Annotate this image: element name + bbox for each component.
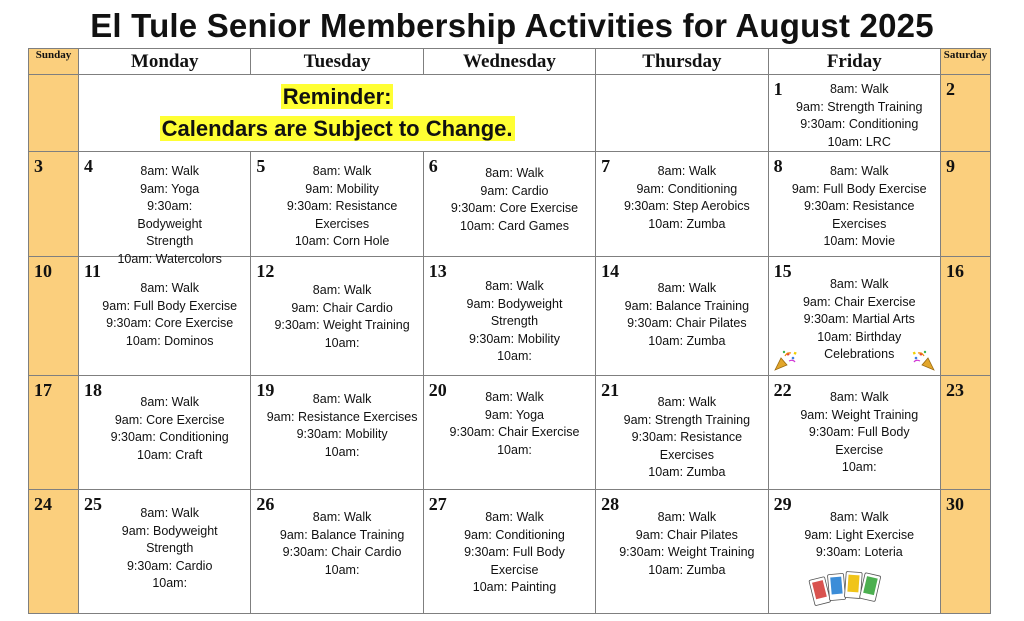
reminder-text: Calendars are Subject to Change. bbox=[161, 116, 513, 141]
activity-list bbox=[93, 505, 246, 593]
day-cell-17 bbox=[29, 376, 79, 490]
day-cell-3 bbox=[29, 152, 79, 257]
day-cell-28 bbox=[596, 490, 768, 614]
activity-item: 9am: Full Body Exercise bbox=[102, 298, 238, 313]
activity-item: 9am: Light Exercise bbox=[804, 527, 915, 542]
activity-list bbox=[438, 509, 591, 597]
activity-item: 8am: Walk bbox=[829, 82, 889, 96]
day-number: 12 bbox=[256, 261, 275, 281]
day-cell-16 bbox=[940, 257, 990, 376]
day-number: 10 bbox=[34, 261, 52, 281]
day-number: 13 bbox=[428, 261, 447, 281]
activity-item: 10am: Corn Hole bbox=[294, 234, 390, 248]
activity-item: 9am: Balance Training bbox=[279, 527, 405, 542]
reminder-banner bbox=[79, 81, 595, 145]
activity-item: 9am: Chair Pilates bbox=[635, 527, 738, 542]
activity-list bbox=[783, 81, 936, 151]
day-number: 1 bbox=[773, 79, 783, 99]
activity-list bbox=[610, 163, 763, 233]
day-cell-empty bbox=[29, 75, 79, 152]
activity-item: 9:30am: Weight Training bbox=[619, 545, 755, 559]
activity-list bbox=[438, 165, 591, 235]
day-cell-14 bbox=[596, 257, 768, 376]
activity-item: 9am: Strength Training bbox=[796, 99, 923, 114]
activity-item: 8am: Walk bbox=[312, 510, 372, 524]
activity-item: 10am: Zumba bbox=[648, 465, 726, 479]
header-thursday: Thursday bbox=[596, 49, 768, 75]
activity-item: 8am: Walk bbox=[140, 506, 199, 520]
activity-list bbox=[610, 280, 763, 350]
day-cell-10 bbox=[29, 257, 79, 376]
activity-item: 10am: Painting bbox=[472, 580, 557, 594]
day-cell-5 bbox=[251, 152, 423, 257]
day-number: 19 bbox=[256, 380, 275, 400]
activity-item: 10am: bbox=[324, 335, 360, 350]
day-cell-13 bbox=[423, 257, 595, 376]
day-number: 2 bbox=[945, 79, 955, 99]
activity-item: 9:30am: Martial Arts bbox=[803, 312, 915, 326]
day-cell-1 bbox=[768, 75, 940, 152]
day-number: 11 bbox=[84, 261, 102, 281]
activity-list bbox=[265, 163, 418, 251]
activity-item: 8am: Walk bbox=[829, 277, 889, 291]
day-number: 5 bbox=[256, 156, 266, 176]
activity-item: 10am: bbox=[497, 442, 532, 457]
activity-item: 9am: Chair Cardio bbox=[291, 300, 393, 315]
day-number: 16 bbox=[945, 261, 964, 281]
activity-item: 8am: Walk bbox=[829, 510, 889, 524]
activity-list bbox=[783, 389, 936, 477]
day-cell-19 bbox=[251, 376, 423, 490]
activity-item: 9:30am: Resistance Exercises bbox=[631, 430, 743, 462]
day-number: 3 bbox=[34, 156, 43, 176]
activity-item: 9am: Bodyweight Strength bbox=[466, 296, 563, 328]
activity-item: 9am: Conditioning bbox=[636, 181, 738, 196]
week-row-2 bbox=[29, 152, 991, 257]
activity-item: 8am: Walk bbox=[829, 164, 889, 178]
activity-item: 9am: Weight Training bbox=[800, 407, 919, 422]
party-popper-icon bbox=[910, 349, 936, 371]
activity-list bbox=[610, 509, 763, 579]
day-cell-18 bbox=[79, 376, 251, 490]
day-cell-23 bbox=[940, 376, 990, 490]
activity-item: 9am: Mobility bbox=[305, 181, 379, 196]
activity-item: 9:30am: Chair Pilates bbox=[627, 316, 747, 330]
header-monday: Monday bbox=[79, 49, 251, 75]
activity-list bbox=[438, 278, 591, 366]
header-saturday: Saturday bbox=[940, 49, 990, 75]
activity-list bbox=[265, 391, 418, 461]
day-cell-30 bbox=[940, 490, 990, 614]
activity-item: 8am: Walk bbox=[312, 164, 372, 178]
activity-item: 9am: Strength Training bbox=[623, 412, 751, 427]
day-number: 22 bbox=[773, 380, 792, 400]
activity-item: 9:30am: Chair Cardio bbox=[282, 545, 402, 559]
activity-list bbox=[93, 394, 246, 464]
day-number: 8 bbox=[773, 156, 783, 176]
activity-item: 9am: Conditioning bbox=[464, 527, 565, 542]
reminder-heading: Reminder: bbox=[282, 84, 392, 109]
activity-list bbox=[265, 282, 418, 352]
activity-list bbox=[783, 509, 936, 562]
activity-item: 8am: Walk bbox=[140, 164, 199, 178]
activity-item: 8am: Walk bbox=[829, 390, 889, 404]
activity-item: 9:30am: Core Exercise bbox=[450, 201, 579, 215]
party-popper-icon bbox=[773, 349, 799, 371]
activity-item: 9:30am: Cardio bbox=[126, 558, 213, 573]
activity-item: 8am: Walk bbox=[312, 392, 372, 406]
activity-item: 9:30am: Bodyweight Strength bbox=[137, 199, 202, 248]
activity-item: 10am: bbox=[324, 562, 360, 577]
day-cell-29 bbox=[768, 490, 940, 614]
activity-item: 8am: Walk bbox=[657, 395, 717, 409]
activity-item: 10am: LRC bbox=[827, 134, 891, 149]
calendar-grid bbox=[28, 48, 991, 614]
activity-item: 10am: Craft bbox=[137, 447, 203, 462]
activity-item: 8am: Walk bbox=[140, 281, 199, 295]
day-cell-15 bbox=[768, 257, 940, 376]
activity-item: 8am: Walk bbox=[657, 510, 717, 524]
activity-item: 8am: Walk bbox=[657, 164, 717, 178]
activity-list bbox=[438, 389, 591, 459]
day-cell-2 bbox=[940, 75, 990, 152]
day-number: 20 bbox=[428, 380, 447, 400]
day-cell-24 bbox=[29, 490, 79, 614]
activity-item: 8am: Walk bbox=[485, 279, 544, 293]
loteria-cards-icon bbox=[809, 566, 885, 610]
activity-item: 10am: Zumba bbox=[648, 333, 726, 348]
header-sunday: Sunday bbox=[29, 49, 79, 75]
day-number: 25 bbox=[84, 494, 102, 514]
day-number: 27 bbox=[428, 494, 447, 514]
day-cell-22 bbox=[768, 376, 940, 490]
week-row-3 bbox=[29, 257, 991, 376]
day-cell-11 bbox=[79, 257, 251, 376]
activity-item: 8am: Walk bbox=[312, 283, 372, 297]
day-number: 7 bbox=[601, 156, 611, 176]
day-number: 24 bbox=[34, 494, 52, 514]
activity-item: 8am: Walk bbox=[485, 390, 544, 404]
activity-list bbox=[610, 394, 763, 482]
week-row-4 bbox=[29, 376, 991, 490]
activity-list bbox=[265, 509, 418, 579]
day-number: 28 bbox=[601, 494, 620, 514]
day-cell-21 bbox=[596, 376, 768, 490]
day-number: 17 bbox=[34, 380, 52, 400]
activity-item: 9:30am: Resistance Exercises bbox=[804, 199, 915, 231]
day-number: 21 bbox=[601, 380, 620, 400]
day-number: 14 bbox=[601, 261, 620, 281]
day-number: 26 bbox=[256, 494, 275, 514]
activity-item: 9:30am: Loteria bbox=[815, 545, 903, 559]
activity-item: 9am: Bodyweight Strength bbox=[121, 523, 218, 555]
day-number: 9 bbox=[945, 156, 955, 176]
activity-item: 9:30am: Full Body Exercise bbox=[464, 545, 565, 577]
activity-item: 9:30am: Weight Training bbox=[274, 318, 410, 332]
activity-item: 10am: Zumba bbox=[648, 216, 726, 231]
day-number: 4 bbox=[84, 156, 93, 176]
activity-item: 9am: Yoga bbox=[140, 181, 200, 196]
day-cell-empty bbox=[596, 75, 768, 152]
activity-item: 10am: bbox=[497, 349, 532, 363]
day-number: 29 bbox=[773, 494, 792, 514]
activity-item: 9am: Core Exercise bbox=[114, 412, 225, 427]
day-number: 18 bbox=[84, 380, 102, 400]
day-number: 15 bbox=[773, 261, 792, 281]
day-cell-12 bbox=[251, 257, 423, 376]
activity-item: 10am: bbox=[324, 444, 360, 459]
weekday-header-row bbox=[29, 49, 991, 75]
activity-item: 9am: Chair Exercise bbox=[802, 294, 916, 309]
activity-item: 9:30am: Chair Exercise bbox=[449, 425, 580, 439]
activity-item: 9:30am: Conditioning bbox=[110, 430, 229, 444]
day-number: 23 bbox=[945, 380, 964, 400]
day-cell-25 bbox=[79, 490, 251, 614]
week-row-5 bbox=[29, 490, 991, 614]
activity-item: 8am: Walk bbox=[657, 281, 717, 295]
activity-item: 10am: bbox=[841, 460, 877, 474]
day-cell-26 bbox=[251, 490, 423, 614]
activity-item: 9am: Yoga bbox=[484, 407, 545, 422]
day-cell-6 bbox=[423, 152, 595, 257]
day-cell-7 bbox=[596, 152, 768, 257]
activity-item: 9:30am: Step Aerobics bbox=[623, 199, 750, 213]
day-number: 6 bbox=[428, 156, 438, 176]
activity-list bbox=[93, 163, 246, 268]
activity-item: 9:30am: Core Exercise bbox=[106, 316, 234, 330]
activity-item: 8am: Walk bbox=[485, 166, 544, 180]
activity-item: 10am: Movie bbox=[823, 234, 896, 248]
activity-item: 10am: Watercolors bbox=[117, 251, 222, 266]
day-cell-27 bbox=[423, 490, 595, 614]
day-cell-9 bbox=[940, 152, 990, 257]
activity-item: 10am: Birthday Celebrations bbox=[817, 329, 902, 361]
activity-item: 9:30am: Conditioning bbox=[800, 117, 919, 131]
activity-item: 9am: Cardio bbox=[480, 183, 549, 198]
activity-item: 9:30am: Mobility bbox=[296, 427, 388, 441]
week-row-1 bbox=[29, 75, 991, 152]
header-tuesday: Tuesday bbox=[251, 49, 423, 75]
activity-item: 8am: Walk bbox=[140, 395, 199, 409]
day-cell-8 bbox=[768, 152, 940, 257]
calendar-title: El Tule Senior Membership Activities for August 2025 bbox=[90, 7, 934, 44]
activity-item: 9:30am: Mobility bbox=[468, 331, 560, 346]
activity-item: 10am: Zumba bbox=[648, 562, 726, 577]
activity-item: 9:30am: Full Body Exercise bbox=[808, 425, 910, 457]
activity-item: 8am: Walk bbox=[485, 510, 544, 524]
activity-item: 10am: bbox=[152, 576, 188, 590]
activity-item: 9:30am: Resistance Exercises bbox=[286, 199, 398, 231]
day-number: 30 bbox=[945, 494, 964, 514]
activity-item: 9am: Balance Training bbox=[624, 298, 750, 313]
activity-item: 9am: Resistance Exercises bbox=[266, 409, 418, 424]
day-cell-4 bbox=[79, 152, 251, 266]
day-cell-20 bbox=[423, 376, 595, 490]
activity-item: 9am: Full Body Exercise bbox=[791, 181, 927, 196]
activity-item: 10am: Dominos bbox=[125, 333, 214, 348]
header-friday: Friday bbox=[768, 49, 940, 75]
reminder-cell bbox=[79, 75, 596, 152]
activity-list bbox=[93, 280, 246, 350]
activity-list bbox=[783, 163, 936, 251]
header-wednesday: Wednesday bbox=[423, 49, 595, 75]
activity-item: 10am: Card Games bbox=[459, 218, 570, 233]
